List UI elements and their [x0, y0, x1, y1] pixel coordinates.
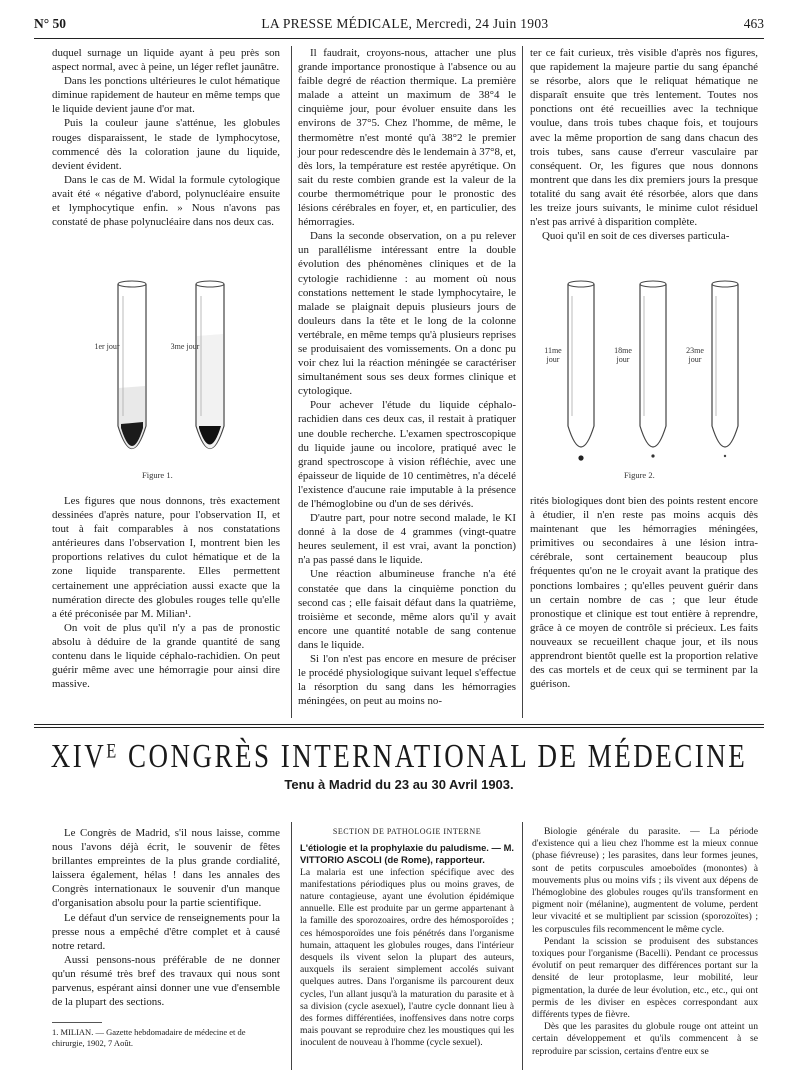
paragraph: Dans le cas de M. Widal la formule cytologique avait été « négative d'abord, polynucléaire ensuite et lymphocytique enfin. » Nous n'avons pas constaté de phase polynucléaire dans nos deux cas.	[52, 173, 280, 229]
paragraph: Si l'on n'est pas encore en mesure de préciser le procédé physiologique suivant lequel s'effectue la résorption du sang dans les hémorragies méningées, on peut au moins no-	[298, 653, 516, 708]
column-divider	[291, 46, 292, 718]
figure-2-tubes	[536, 276, 761, 476]
paragraph: duquel surnage un liquide ayant à peu près son aspect normal, avec à peine, un léger reflet jaunâtre.	[52, 47, 280, 74]
paragraph: Une réaction albumineuse franche n'a été constatée que dans la cinquième ponction du second cas ; elle faisait défaut dans la quatrième, troisième et seconde, même alors qu'il y avait encore une quantité notable de sang contenue dans le liquide.	[298, 568, 516, 651]
column-3-bottom	[530, 494, 758, 691]
figure-1-caption: Figure 1.	[142, 470, 173, 480]
congress-subtitle: Tenu à Madrid du 23 au 30 Avril 1903.	[284, 777, 514, 792]
page-number: 463	[743, 16, 764, 31]
label-day-3: 3me jour	[170, 342, 200, 351]
issue-number: N° 50	[34, 16, 67, 31]
report-title: L'étiologie et la prophylaxie du paludisme. — M. VITTORIO ASCOLI (de Rome), rapporteur.	[300, 842, 514, 866]
label-day-1: 1er jour	[94, 342, 120, 351]
figure-2-caption: Figure 2.	[624, 470, 655, 480]
paragraph: Aussi pensons-nous préférable de ne donner qu'un résumé très bref des travaux qui nous sont parvenus, espérant ainsi donner une vue d'ensemble de la plupart des sections.	[52, 953, 280, 1009]
section-rule	[34, 727, 764, 728]
column-divider	[522, 46, 523, 718]
column-divider	[291, 822, 292, 1070]
paragraph: Le défaut d'un service de renseignements pour la presse nous a empêché d'être complet et à causé notre retard.	[52, 911, 280, 952]
footnote: 1. MILIAN. — Gazette hebdomadaire de médecine et de chirurgie, 1902, 7 Août.	[52, 1027, 246, 1048]
label-day-18: 18me jour	[614, 346, 632, 364]
paragraph: Les figures que nous donnons, très exactement dessinées d'après nature, pour l'observation II, et tout à fait comparables à nos constatations antérieures dans l'observation I, montrent bien les proportions relatives du culot hématique et de la zone liquide transparente. Elles permettent certainement une appréciation aussi exacte que la numération directe des globules rouges telle qu'elle a été préconisée par M. Milian¹.	[52, 495, 280, 620]
paragraph: Le Congrès de Madrid, s'il nous laisse, comme nous l'avons déjà écrit, le souvenir de fêtes brillantes empreintes de la plus grande cordialité, laissera également, hélas ! dans les annales des Congrès internationaux le souvenir d'un manque d'organisation absolu pour la partie scientifique.	[52, 827, 280, 910]
paragraph: Dans les ponctions ultérieures le culot hématique diminue rapidement de hauteur en même temps que le liquide devient jaune d'or mat.	[52, 75, 280, 116]
paragraph: Pendant la scission se produisent des substances toxiques pour l'organisme (Bacelli). Pendant ce processus évolutif on peut remarquer des différences portant sur la densité de leur protoplasme, leur mobilité, leur pigmentation, la durée de leur évolution, etc., etc., qui ont permis de les diviser en espèces correspondant aux différents types de fièvre.	[532, 935, 758, 1021]
label-day-11: 11me jour	[544, 346, 562, 364]
figure-1	[90, 276, 270, 486]
label-day-23: 23me jour	[686, 346, 704, 364]
congress-title: XIVᴱ CONGRÈS INTERNATIONAL DE MÉDECINE	[50, 737, 748, 775]
test-tube-day-18	[640, 281, 666, 458]
paragraph: Il faudrait, croyons-nous, attacher une plus grande importance pronostique à l'absence ou au faible degré de réaction thermique. La première malade a atteint un maximum de 38°4 le cinquième jour, pour évoluer ensuite dans les environs de 37°5. Chez l'homme, de même, le thermomètre n'est monté qu'à 38°2 le premier jour pour redescendre dès le lendemain à 37°8, et, dès lors, la température est restée apyrétique. On sait du reste combien grande est la valeur de la courbe thermométrique pour le pronostic des lésions cérébrales en foyer, et, en particulier, des hémorragies.	[298, 47, 516, 229]
paragraph: ter ce fait curieux, très visible d'après nos figures, que rapidement la majeure partie du sang épanché se résorbe, alors que le reliquat hématique ne disparaît ensuite que très lentement. Toutes nos ponctions ont été recueillies avec la technique voulue, dans trois tubes chaque fois, et toujours avec la même proportion de sang dans chacun des trois tubes, sans cause d'erreur vasculaire par conséquent. Or, les figures que nous donnons montrent que dans les dix premiers jours la presque totalité du sang avait été résorbée, alors que dans les treize jours suivants, le minime culot résiduel n'est pas arrivé à disparition complète.	[530, 47, 758, 229]
column-1-top	[52, 46, 280, 229]
lower-column-2	[300, 826, 514, 1050]
figure-1-tubes	[90, 276, 270, 486]
footnote-rule	[52, 1022, 102, 1023]
column-2	[298, 46, 516, 708]
journal-title: LA PRESSE MÉDICALE, Mercredi, 24 Juin 1903	[261, 16, 549, 31]
lower-column-1	[52, 826, 280, 1009]
paragraph: Pour achever l'étude du liquide céphalo-rachidien dans ces deux cas, il restait à pratiquer une double recherche. L'examen spectroscopique du liquide jaune ou incolore, pratiqué avec le grand spectroscope à vision réfléchie, avec une épaisseur de liquide de 10 centimètres, n'a décelé l'existence d'aucune raie imputable à la présence de l'hémoglobine ou d'un de ses dérivés.	[298, 399, 516, 510]
figure-2	[536, 276, 761, 476]
paragraph: D'autre part, pour notre second malade, le KI donné à la dose de 4 grammes (vingt-quatre heures seulement, il est vrai, avant la ponction) n'a pas passé dans le liquide.	[298, 512, 516, 567]
paragraph: Dans la seconde observation, on a pu relever un parallélisme intéressant entre la double évolution des phénomènes cliniques et de la cytologie rachidienne : au moment où nous constations nettement le stade lymphocytaire, le malade se plaignait depuis plusieurs jours de douleurs dans la tête et le long de la colonne vertébrale, en même temps qu'à plusieurs reprises se produisaient des vomissements. On a donc pu voir chez lui la réaction méningée se caractériser simultanément sous ses deux formes clinique et cytologique.	[298, 230, 516, 398]
column-3-top	[530, 46, 758, 243]
paragraph: La malaria est une infection spécifique avec des manifestations périodiques plus ou moins graves, de nature contagieuse, ayant une évolution épidémique annuelle. Elle est produite par un germe appartenant à la famille des sporozoaires, ordre des hémosporoïdes ; ces hémosporoïdes une fois pénétrés dans l'organisme humain, attaquent les globules rouges, dans l'intérieur desquels ils vivent selon la plupart des auteurs, auxquels ils seraient simplement accolés suivant quelques autres. Dans l'organisme ils parcourent deux cycles, l'un allant jusqu'à la maturation du parasite et à sa division (cycle asexuel), l'autre cycle donnant lieu à des formes différentiées, inoffensives dans notre corps mais pouvant se reproduire chez les moustiques qui les inoculent de nouveau à l'homme (cycle sexuel).	[300, 866, 514, 1049]
paragraph: Biologie générale du parasite. — La période d'existence qui a lieu chez l'homme est la mieux connue (phase fiévreuse) ; les parasites, dans leur formes jeunes, sont de petits corpuscules amoeboïdes (monontes) à mouvements plus ou moins vifs ; ils vivent aux dépens de l'hémoglobine des globules rouges qu'ils transforment en pigment noir (mélanine), augmentent de volume, perdent leur vivacité et se multiplient par scission (sporozoïtes) ; les corpuscules fils recommencent le même cycle.	[532, 826, 758, 935]
paragraph: Puis la couleur jaune s'atténue, les globules rouges disparaissent, le stade de lymphocytose, commencé dès la coloration jaune du liquide, devient évident.	[52, 117, 280, 172]
paragraph: rités biologiques dont bien des points restent encore à étudier, il n'en reste pas moins acquis dès maintenant que les hémorragies méningées, primitives ou secondaires à une lésion intra-cérébrale, sont certainement beaucoup plus fréquentes qu'on ne le croyait avant la pratique des ponctions lombaires ; qu'elles peuvent guérir dans un certain nombre de cas ; que leur étude pronostique et clinique est tout entière à reprendre, grâce à ce moyen de contrôle si précieux. Les faits nouveaux se recueillent chaque jour, et ils nous apprendront bientôt quelle est la proportion relative des cas mortels et de ceux qui se terminent par la guérison.	[530, 495, 758, 691]
column-1-bottom	[52, 494, 280, 691]
column-divider	[522, 822, 523, 1070]
section-heading: SECTION DE PATHOLOGIE INTERNE	[332, 827, 482, 836]
paragraph: On voit de plus qu'il n'y a pas de pronostic absolu à déduire de la grande quantité de sang contenu dans le liquide céphalo-rachidien. On peut guérir même avec une hémorragie pour ainsi dire massive.	[52, 621, 280, 691]
page-header	[34, 16, 764, 39]
paragraph: Quoi qu'il en soit de ces diverses particula-	[542, 230, 730, 243]
lower-column-3	[532, 826, 758, 1058]
test-tube-day-3	[196, 281, 224, 449]
paragraph: Dès que les parasites du globule rouge ont atteint un certain développement et qu'ils commencent à se reproduire par scission, certains d'entre eux se	[532, 1021, 758, 1057]
test-tube-day-1	[118, 281, 146, 449]
test-tube-day-11	[568, 281, 594, 461]
test-tube-day-23	[712, 281, 738, 457]
section-rule	[34, 724, 764, 725]
